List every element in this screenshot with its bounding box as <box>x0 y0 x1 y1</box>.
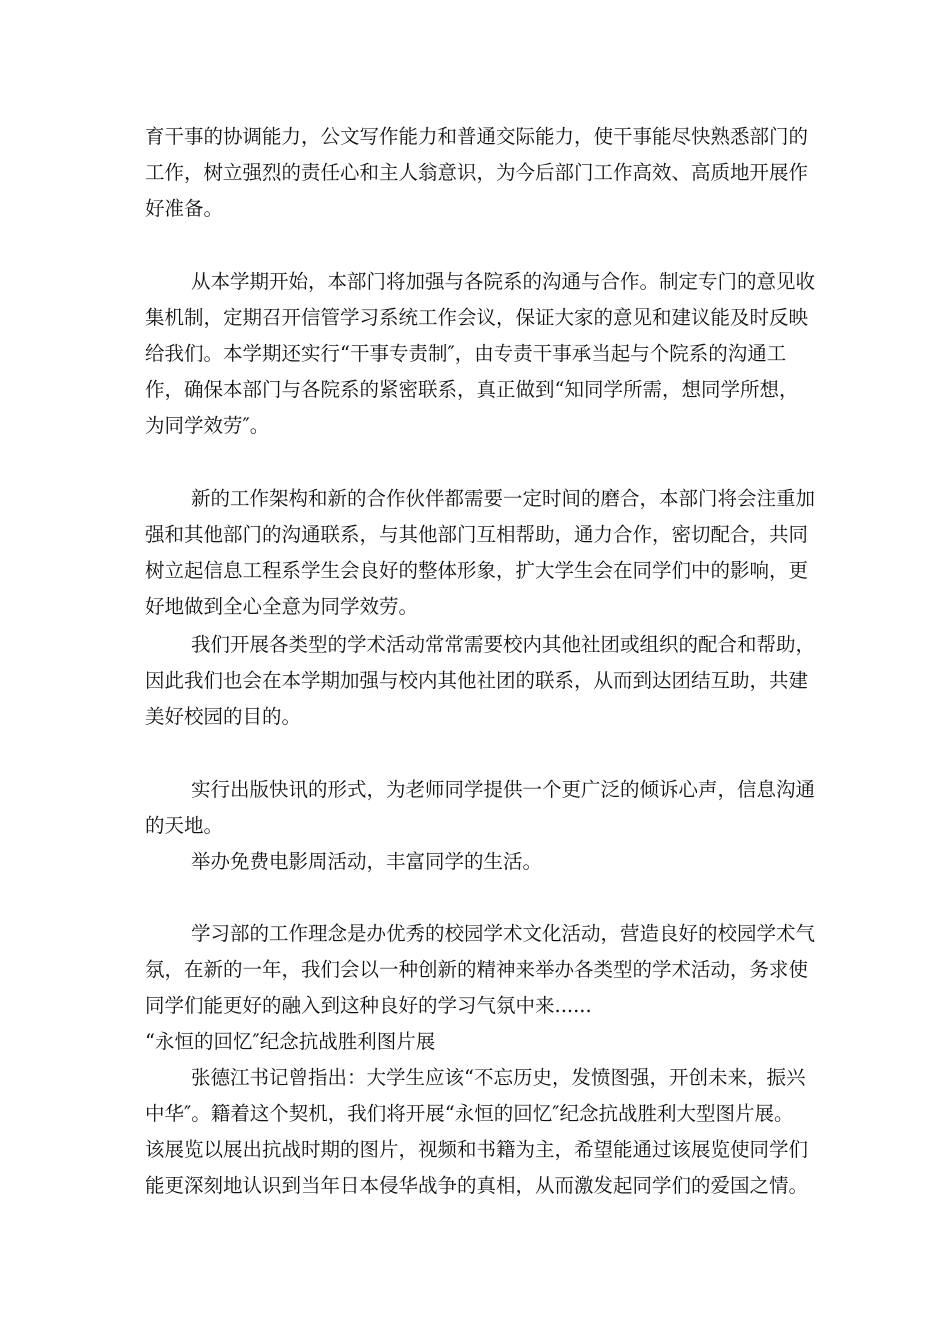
text-line: 集机制，定期召开信管学习系统工作会议，保证大家的意见和建议能及时反映 <box>145 306 809 329</box>
text-line: 给我们。本学期还实行“干事专责制″，由专责干事承当起与个院系的沟通工 <box>145 342 787 365</box>
text-line: 美好校园的目的。 <box>145 705 302 728</box>
text-line: 同学们能更好的融入到这种良好的学习气氛中来...... <box>145 994 592 1017</box>
text-line: 从本学期开始，本部门将加强与各院系的沟通与合作。制定专门的意见收 <box>191 270 816 293</box>
paragraph-1 <box>145 119 815 227</box>
paragraph-3 <box>145 481 815 625</box>
text-line: 强和其他部门的沟通联系，与其他部门互相帮助，通力合作，密切配合，共同 <box>145 523 809 546</box>
paragraph-4 <box>145 627 815 735</box>
text-line: 因此我们也会在本学期加强与校内其他社团的联系，从而到达团结互助，共建 <box>145 669 809 692</box>
paragraph-5 <box>145 772 815 844</box>
text-line: 实行出版快讯的形式，为老师同学提供一个更广泛的倾诉心声，信息沟通 <box>191 778 816 801</box>
text-line: 育干事的协调能力，公文写作能力和普通交际能力，使干事能尽快熟悉部门的 <box>145 125 809 148</box>
text-line: 树立起信息工程系学生会良好的整体形象，扩大学生会在同学们中的影响，更 <box>145 559 809 582</box>
text-line: 张德江书记曾指出：大学生应该“不忘历史，发愤图强，开创未来，振兴 <box>191 1066 806 1089</box>
text-line: 工作，树立强烈的责任心和主人翁意识，为今后部门工作高效、高质地开展作 <box>145 161 809 184</box>
text-line: 好地做到全心全意为同学效劳。 <box>145 595 419 618</box>
text-line: 举办免费电影周活动，丰富同学的生活。 <box>191 850 543 873</box>
text-line: 该展览以展出抗战时期的图片，视频和书籍为主，希望能通过该展览使同学们 <box>145 1138 809 1161</box>
text-line: 新的工作架构和新的合作伙伴都需要一定时间的磨合，本部门将会注重加 <box>191 487 816 510</box>
text-line: 学习部的工作理念是办优秀的校园学术文化活动，营造良好的校园学术气 <box>191 922 816 945</box>
paragraph-6 <box>145 844 815 880</box>
text-line: 中华″。籍着这个契机，我们将开展“永恒的回忆″纪念抗战胜利大型图片展。 <box>145 1102 794 1125</box>
text-line: 的天地。 <box>145 814 224 837</box>
text-line: 能更深刻地认识到当年日本侵华战争的真相，从而激发起同学们的爱国之情。 <box>145 1174 809 1197</box>
paragraph-7 <box>145 916 815 1024</box>
text-line: 好准备。 <box>145 197 224 220</box>
text-line: 我们开展各类型的学术活动常常需要校内其他社团或组织的配合和帮助， <box>191 633 816 656</box>
text-line: 作，确保本部门与各院系的紧密联系，真正做到“知同学所需，想同学所想， <box>145 378 799 401</box>
text-line: 为同学效劳″。 <box>145 414 270 437</box>
section-heading <box>145 1024 815 1060</box>
text-line: 氛，在新的一年，我们会以一种创新的精神来举办各类型的学术活动，务求使 <box>145 958 809 981</box>
paragraph-8 <box>145 1060 815 1204</box>
text-line: “永恒的回忆″纪念抗战胜利图片展 <box>145 1030 436 1053</box>
paragraph-2 <box>145 264 815 444</box>
